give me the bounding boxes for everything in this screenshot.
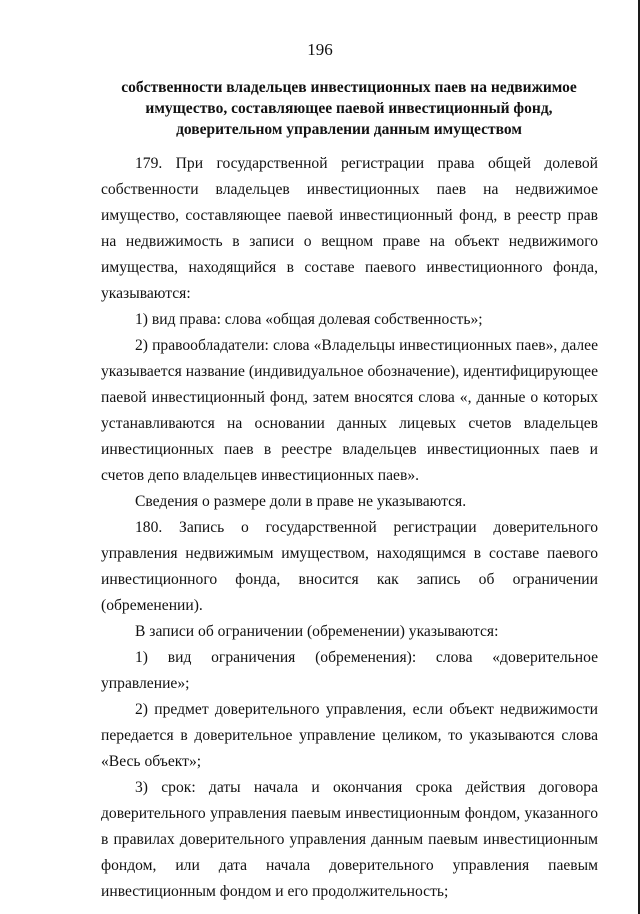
paragraph-180-item-2: 2) предмет доверительного управления, если объект недвижимости передается в доверительное управление целиком, то указываются слова «Весь объект»; — [101, 701, 598, 770]
paragraph-179-item-1: 1) вид права: слова «общая долевая собственность»; — [135, 311, 483, 328]
section-heading: собственности владельцев инвестиционных паев на недвижимое имущество, составляющее паевой инвестиционный фонд, доверительном управлении данным имуществом — [121, 79, 577, 138]
paragraph-180: 180. Запись о государственной регистрации доверительного управления недвижимым имуществом, находящимся в составе паевого инвестиционного фонда, вносится как запись об ограничении (обременении). — [101, 519, 598, 614]
paragraph-180-item-3: 3) срок: даты начала и окончания срока действия договора доверительного управления паевым инвестиционным фондом, указанного в правилах доверительного управления данным паевым инвестиционным фондом, или дата начала доверительного управления паевым инвестиционным фондом и его продолжительность; — [101, 779, 598, 900]
paragraph-179: 179. При государственной регистрации права общей долевой собственности владельцев инвестиционных паев на недвижимое имущество, составляющее паевой инвестиционный фонд, в реестр прав на недвижимость в записи о вещном праве на объект недвижимого имущества, находящийся в составе паевого инвестиционного фонда, указываются: — [101, 155, 598, 302]
document-body — [101, 151, 598, 905]
paragraph-share-note: Сведения о размере доли в праве не указываются. — [135, 493, 467, 510]
page-number: 196 — [307, 40, 333, 59]
paragraph-179-item-2: 2) правообладатели: слова «Владельцы инвестиционных паев», далее указывается название (индивидуальное обозначение), идентифицирующее паевой инвестиционный фонд, затем вносятся слова «, данные о которых устанавливаются на основании данных лицевых счетов владельцев инвестиционных паев в реестре владельцев инвестиционных паев и счетов депо владельцев инвестиционных паев». — [101, 337, 598, 484]
paragraph-180-item-1: 1) вид ограничения (обременения): слова «доверительное управление»; — [101, 649, 598, 692]
paragraph-180-intro: В записи об ограничении (обременении) указываются: — [135, 623, 499, 640]
